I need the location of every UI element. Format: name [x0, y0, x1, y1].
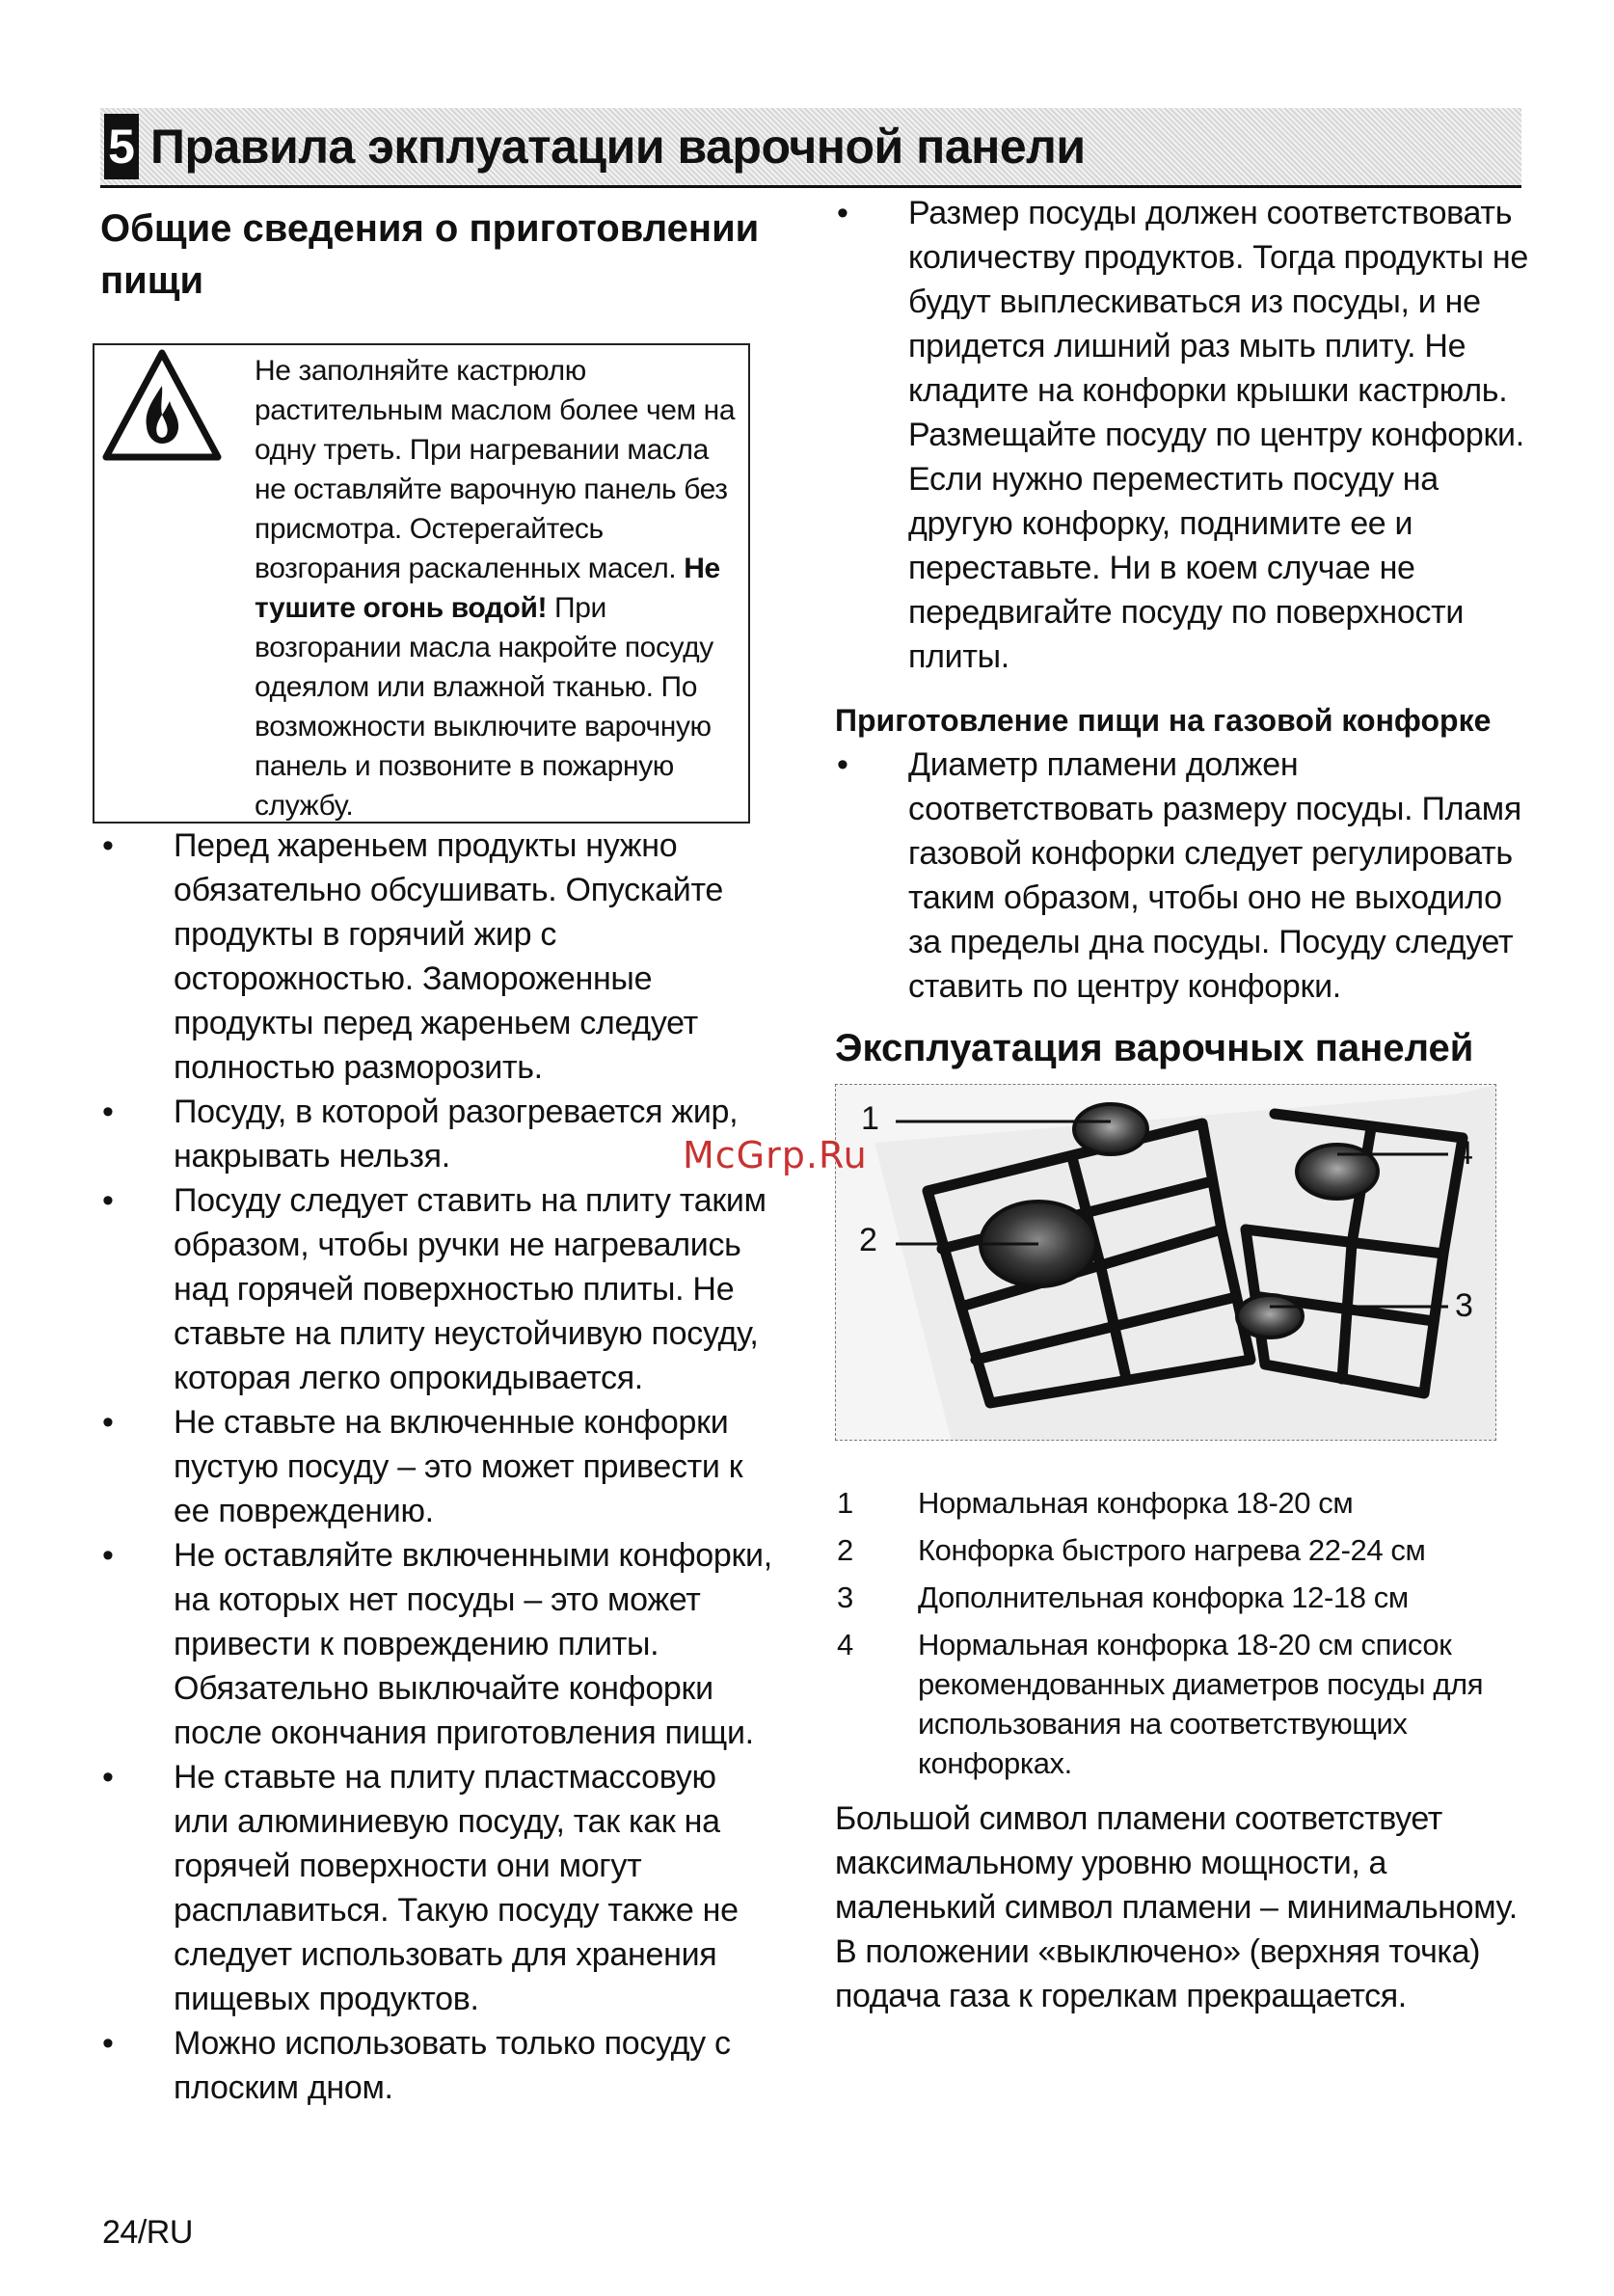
list-item — [835, 191, 1529, 679]
page-number: 24/RU — [102, 2214, 193, 2251]
bullet-symbol: • — [102, 1537, 114, 1574]
legend-text: Конфорка быстрого нагрева 22-24 см — [918, 1533, 1426, 1567]
right-bullet-list-1 — [835, 191, 1529, 679]
list-item — [100, 824, 775, 1090]
section-title-general: Общие сведения о приготовлении пищи — [100, 207, 760, 302]
gas-cooking-title: Приготовление пищи на газовой конфорке — [835, 703, 1492, 738]
legend-number: 4 — [837, 1628, 853, 1661]
left-column — [100, 203, 775, 2110]
warning-text-bold: Не тушите огонь водой! — [255, 553, 720, 624]
list-item — [100, 1178, 775, 1400]
legend-item — [835, 1578, 1529, 1617]
fire-warning-icon — [102, 347, 222, 463]
legend-number: 3 — [837, 1580, 853, 1614]
list-item-text: Не ставьте на плиту пластмассовую или алюминиевую посуду, так как на горячей поверхности они могут расплавиться. Такую посуду также не следует использовать для хранения пищевых продуктов. — [174, 1759, 739, 2017]
list-item — [100, 1755, 775, 2021]
figure-label-1: 1 — [861, 1100, 879, 1137]
legend-text: Нормальная конфорка 18-20 см — [918, 1486, 1354, 1520]
watermark-text: McGrp.Ru — [683, 1134, 868, 1176]
chapter-title: Правила экплуатации варочной панели — [150, 120, 1086, 174]
list-item — [835, 743, 1529, 1009]
burner-legend — [835, 1483, 1529, 1783]
bullet-symbol: • — [102, 1094, 114, 1130]
list-item-text: Посуду, в которой разогревается жир, накрывать нельзя. — [174, 1094, 739, 1175]
left-bullet-list — [100, 824, 775, 2110]
list-item-text: Не оставляйте включенными конфорки, на которых нет посуды – это может привести к повреждению плиты. Обязательно выключайте конфорки после окончания приготовления пищи. — [174, 1537, 772, 1751]
warning-text-part-2: При возгорании масла накройте посуду одеялом или влажной тканью. По возможности выключите варочную панель и позвоните в пожарную службу. — [255, 592, 713, 822]
list-item — [100, 1533, 775, 1755]
list-item — [100, 2021, 775, 2110]
chapter-header — [100, 108, 1521, 188]
warning-text-part-1: Не заполняйте кастрюлю растительным маслом более чем на одну треть. При нагревании масла не оставляйте варочную панель без присмотра. Остерегайтесь возгорания раскаленных масел. — [255, 355, 736, 584]
chapter-number: 5 — [104, 114, 139, 179]
figure-label-3: 3 — [1455, 1287, 1473, 1324]
list-item-text: Перед жареньем продукты нужно обязательно обсушивать. Опускайте продукты в горячий жир с осторожностью. Замороженные продукты перед жареньем следует полностью разморозить. — [174, 827, 723, 1086]
list-item-text: Размер посуды должен соответствовать количеству продуктов. Тогда продукты не будут выплескиваться из посуды, и не придется лишний раз мыть плиту. Не кладите на конфорки крышки кастрюль. Размещайте посуду по центру конфорки. Если нужно переместить посуду на другую конфорку, поднимите ее и переставьте. Ни в коем случае не передвигайте посуду по поверхности плиты. — [908, 195, 1528, 675]
right-bullet-list-2 — [835, 743, 1529, 1009]
bullet-symbol: • — [102, 1759, 114, 1796]
bullet-symbol: • — [102, 1182, 114, 1219]
figure-label-2: 2 — [859, 1222, 877, 1258]
hob-drawing — [836, 1085, 1496, 1441]
bullet-symbol: • — [837, 195, 848, 231]
warning-text — [255, 351, 746, 825]
list-item-text: Посуду следует ставить на плиту таким образом, чтобы ручки не нагревались над горячей поверхностью плиты. Не ставьте на плиту неустойчивую посуду, которая легко опрокидывается. — [174, 1182, 767, 1396]
list-item-text: Не ставьте на включенные конфорки пустую посуду – это может привести к ее повреждению. — [174, 1404, 743, 1529]
legend-item — [835, 1483, 1529, 1523]
list-item-text: Диаметр пламени должен соответствовать размеру посуды. Пламя газовой конфорки следует регулировать таким образом, чтобы оно не выходило за пределы дна посуды. Посуду следует ставить по центру конфорки. — [908, 746, 1521, 1005]
figure-label-4: 4 — [1455, 1135, 1473, 1172]
list-item — [100, 1090, 775, 1178]
right-column — [835, 191, 1529, 2018]
list-item — [100, 1400, 775, 1533]
legend-number: 1 — [837, 1486, 853, 1520]
flame-symbol-paragraph: Большой символ пламени соответствует максимальному уровню мощности, а маленький символ пламени – минимальному. В положении «выключено» (верхняя точка) подача газа к горелкам прекращается. — [835, 1800, 1518, 2014]
legend-item — [835, 1530, 1529, 1570]
list-item-text: Можно использовать только посуду с плоским дном. — [174, 2025, 731, 2106]
bullet-symbol: • — [102, 827, 114, 864]
bullet-symbol: • — [102, 2025, 114, 2062]
legend-text: Дополнительная конфорка 12-18 см — [918, 1580, 1409, 1614]
legend-text: Нормальная конфорка 18-20 см список рекомендованных диаметров посуды для использования на соответствующих конфорках. — [918, 1628, 1484, 1780]
warning-box — [93, 343, 750, 824]
bullet-symbol: • — [837, 746, 848, 783]
legend-number: 2 — [837, 1533, 853, 1567]
hob-illustration — [835, 1084, 1496, 1441]
legend-item — [835, 1625, 1529, 1783]
section-title-hob-usage: Эксплуатация варочных панелей — [835, 1027, 1474, 1069]
bullet-symbol: • — [102, 1404, 114, 1441]
